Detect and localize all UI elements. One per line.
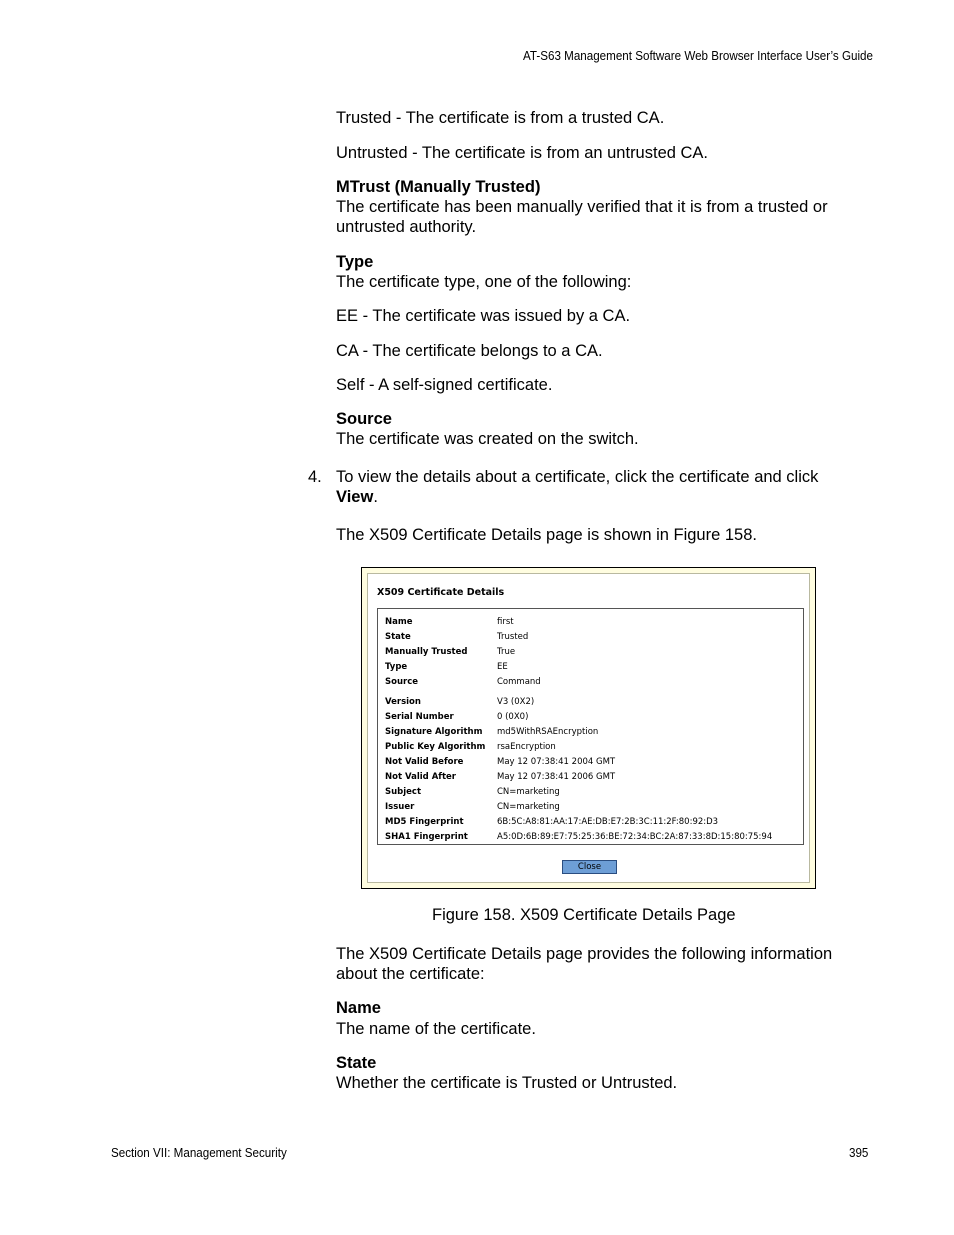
type-description: The certificate type, one of the following: <box>336 273 632 291</box>
state-heading: State <box>336 1054 377 1072</box>
type-ee-line: EE - The certificate was issued by a CA. <box>336 307 631 325</box>
row-label: MD5 Fingerprint <box>385 817 464 827</box>
row-value: May 12 07:38:41 2004 GMT <box>497 757 616 767</box>
row-label: Issuer <box>385 802 415 812</box>
table-row <box>378 617 803 632</box>
table-row <box>378 647 803 662</box>
certificate-details-table <box>377 608 804 845</box>
row-label: Type <box>385 662 408 672</box>
step-text-period: . <box>373 488 378 506</box>
table-row <box>378 632 803 647</box>
row-label: Subject <box>385 787 422 797</box>
type-heading: Type <box>336 253 374 271</box>
row-value: CN=marketing <box>497 802 560 812</box>
step-number: 4. <box>308 468 322 486</box>
table-row <box>378 832 803 847</box>
row-label: Public Key Algorithm <box>385 742 486 752</box>
mtrust-description-line1: The certificate has been manually verified that it is from a trusted or <box>336 198 828 216</box>
source-description: The certificate was created on the switch. <box>336 430 639 448</box>
row-label: Source <box>385 677 419 687</box>
certificate-details-panel <box>367 573 810 883</box>
source-heading: Source <box>336 410 392 428</box>
name-description: The name of the certificate. <box>336 1020 536 1038</box>
state-description: Whether the certificate is Trusted or Untrusted. <box>336 1074 678 1092</box>
step-text-line2 <box>336 487 378 507</box>
mtrust-heading: MTrust (Manually Trusted) <box>336 178 541 196</box>
row-label: Name <box>385 617 413 627</box>
row-label: SHA1 Fingerprint <box>385 832 468 842</box>
figure-caption: Figure 158. X509 Certificate Details Page <box>432 906 736 924</box>
footer-section: Section VII: Management Security <box>111 1146 287 1160</box>
table-row <box>378 712 803 727</box>
row-value: V3 (0X2) <box>497 697 535 707</box>
type-self-line: Self - A self-signed certificate. <box>336 376 553 394</box>
row-label: Manually Trusted <box>385 647 468 657</box>
row-label: Version <box>385 697 421 707</box>
table-row <box>378 662 803 677</box>
row-value: Trusted <box>497 632 529 642</box>
close-button[interactable]: Close <box>562 860 617 874</box>
figure-title: X509 Certificate Details <box>377 587 505 598</box>
table-row <box>378 697 803 712</box>
type-ca-line: CA - The certificate belongs to a CA. <box>336 342 603 360</box>
table-row <box>378 802 803 817</box>
row-value: md5WithRSAEncryption <box>497 727 599 737</box>
row-label: State <box>385 632 411 642</box>
trusted-line: Trusted - The certificate is from a trusted CA. <box>336 109 665 127</box>
row-value: first <box>497 617 514 627</box>
table-row <box>378 772 803 787</box>
row-label: Not Valid Before <box>385 757 464 767</box>
row-label: Not Valid After <box>385 772 456 782</box>
row-value: True <box>497 647 516 657</box>
running-header: AT-S63 Management Software Web Browser Interface User’s Guide <box>523 49 873 63</box>
row-label: Signature Algorithm <box>385 727 483 737</box>
row-label: Serial Number <box>385 712 454 722</box>
table-row <box>378 817 803 832</box>
table-row <box>378 727 803 742</box>
page-number: 395 <box>849 1146 869 1160</box>
row-value: 0 (0X0) <box>497 712 529 722</box>
view-keyword: View <box>336 488 374 506</box>
row-value: 6B:5C:A8:81:AA:17:AE:DB:E7:2B:3C:11:2F:80:92:D3 <box>497 817 719 827</box>
table-row <box>378 677 803 692</box>
row-value: May 12 07:38:41 2006 GMT <box>497 772 616 782</box>
name-heading: Name <box>336 999 381 1017</box>
row-value: A5:0D:6B:89:E7:75:25:36:BE:72:34:BC:2A:87:33:8D:15:80:75:94 <box>497 832 773 842</box>
row-value: CN=marketing <box>497 787 560 797</box>
table-row <box>378 787 803 802</box>
row-value: Command <box>497 677 541 687</box>
table-row <box>378 742 803 757</box>
provides-text-line2: about the certificate: <box>336 965 485 983</box>
table-row <box>378 757 803 772</box>
untrusted-line: Untrusted - The certificate is from an untrusted CA. <box>336 144 709 162</box>
provides-text-line1: The X509 Certificate Details page provides the following information <box>336 945 833 963</box>
mtrust-description-line2: untrusted authority. <box>336 218 477 236</box>
certificate-details-figure <box>361 567 816 889</box>
step-text-line1: To view the details about a certificate, click the certificate and click <box>336 468 819 486</box>
row-value: rsaEncryption <box>497 742 556 752</box>
row-value: EE <box>497 662 508 672</box>
figure-reference-text: The X509 Certificate Details page is shown in Figure 158. <box>336 526 757 544</box>
